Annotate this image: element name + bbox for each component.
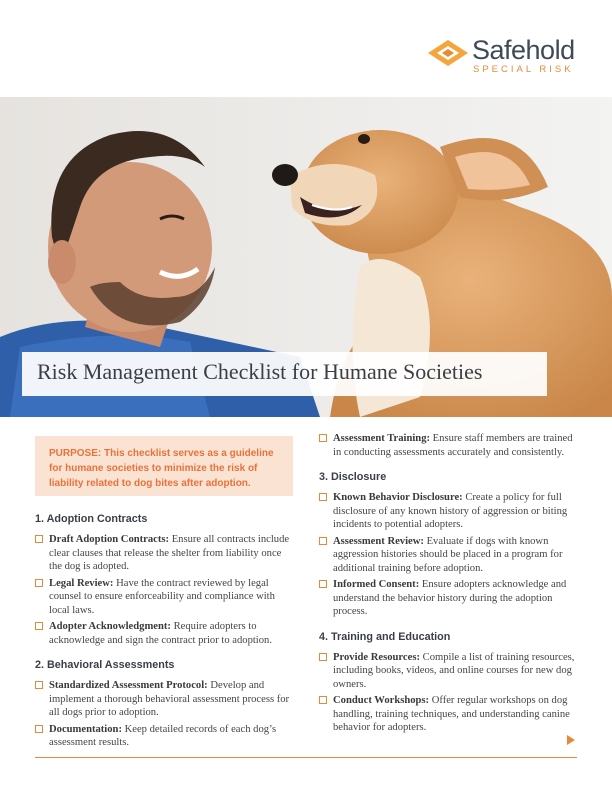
item-text: Offer regular workshops on dog handling, training techniques, and understanding canine behavior for adopters. <box>333 695 570 733</box>
section-heading: 2. Behavioral Assessments <box>35 659 175 671</box>
item-text: Keep detailed records of each dog’s assessment results. <box>49 723 277 748</box>
checkbox-icon[interactable] <box>319 696 327 704</box>
checkbox-icon[interactable] <box>35 579 43 587</box>
next-page-arrow-icon[interactable] <box>567 735 575 745</box>
section-behavioral-assessments <box>35 658 293 750</box>
checklist-item <box>35 620 293 647</box>
checklist-item <box>35 723 293 750</box>
item-label: Draft Adoption Contracts: <box>49 534 170 545</box>
checklist-item <box>35 577 293 618</box>
item-label: Assessment Training: <box>333 433 431 444</box>
item-text: Compile a list of training resources, including books, videos, and online courses for new dog owners. <box>333 651 575 690</box>
section-heading: 4. Training and Education <box>319 630 451 643</box>
checkbox-icon[interactable] <box>35 725 43 733</box>
item-text: Ensure all contracts include clear clauses that release the shelter from liability once the dog is adopted. <box>49 534 290 572</box>
section-heading: 3. Disclosure <box>319 471 387 483</box>
checkbox-icon[interactable] <box>319 434 327 442</box>
checkbox-icon[interactable] <box>35 535 43 543</box>
item-label: Informed Consent: <box>333 579 420 590</box>
checklist-item <box>319 694 579 735</box>
checklist-item <box>319 535 579 576</box>
footer-divider <box>35 757 577 758</box>
item-text: Ensure adopters acknowledge and understand the behavior history during the adoption process. <box>333 579 567 617</box>
brand-tagline: SPECIAL RISK <box>473 64 574 75</box>
right-column <box>319 432 579 746</box>
section-adoption-contracts <box>35 512 293 647</box>
checkbox-icon[interactable] <box>35 622 43 630</box>
item-label: Legal Review: <box>49 577 114 589</box>
checklist-item <box>319 578 579 619</box>
checklist-item <box>319 432 579 459</box>
purpose-callout <box>35 436 293 496</box>
item-text: Ensure staff members are trained in conducting assessments accurately and consistently. <box>333 433 573 458</box>
item-label: Provide Resources: <box>333 651 420 663</box>
checkbox-icon[interactable] <box>319 653 327 661</box>
item-text: Develop and implement a thorough behavioral assessment process for all dogs prior to adoption. <box>49 680 290 718</box>
safehold-logo <box>428 34 578 78</box>
brand-name: Safehold <box>472 35 575 65</box>
checklist-item <box>319 491 579 532</box>
section-behavioral-assessments-continued <box>319 432 579 459</box>
item-label: Assessment Review: <box>333 535 424 547</box>
item-text: Evaluate if dogs with known aggression histories should be placed in a program for additional training before adoption. <box>333 535 563 574</box>
title-banner <box>22 352 547 396</box>
item-text: Have the contract reviewed by legal counsel to ensure enforceability and compliance with local laws. <box>49 577 275 616</box>
item-label: Adopter Acknowledgment: <box>49 621 171 632</box>
section-training-education <box>319 630 579 735</box>
item-label: Documentation: <box>49 723 122 735</box>
item-label: Known Behavior Disclosure: <box>333 492 463 503</box>
checkbox-icon[interactable] <box>319 537 327 545</box>
diamond-logo-icon <box>428 40 468 66</box>
checkbox-icon[interactable] <box>319 580 327 588</box>
checklist-item <box>35 533 293 574</box>
item-text: Create a policy for full disclosure of any known history of aggression or biting incidents to potential adopters. <box>333 492 568 530</box>
item-label: Conduct Workshops: <box>333 695 430 706</box>
section-disclosure <box>319 470 579 619</box>
left-column <box>35 512 293 761</box>
section-heading: 1. Adoption Contracts <box>35 513 148 525</box>
checkbox-icon[interactable] <box>319 493 327 501</box>
item-label: Standardized Assessment Protocol: <box>49 680 208 691</box>
page-title: Risk Management Checklist for Humane Societies <box>37 359 483 384</box>
purpose-text: PURPOSE: This checklist serves as a guideline for humane societies to minimize the risk of liability related to dog bites after adoption. <box>49 448 274 489</box>
item-text: Require adopters to acknowledge and sign the contract prior to adoption. <box>49 621 272 646</box>
checklist-item <box>319 651 579 692</box>
checklist-item <box>35 679 293 720</box>
checkbox-icon[interactable] <box>35 681 43 689</box>
